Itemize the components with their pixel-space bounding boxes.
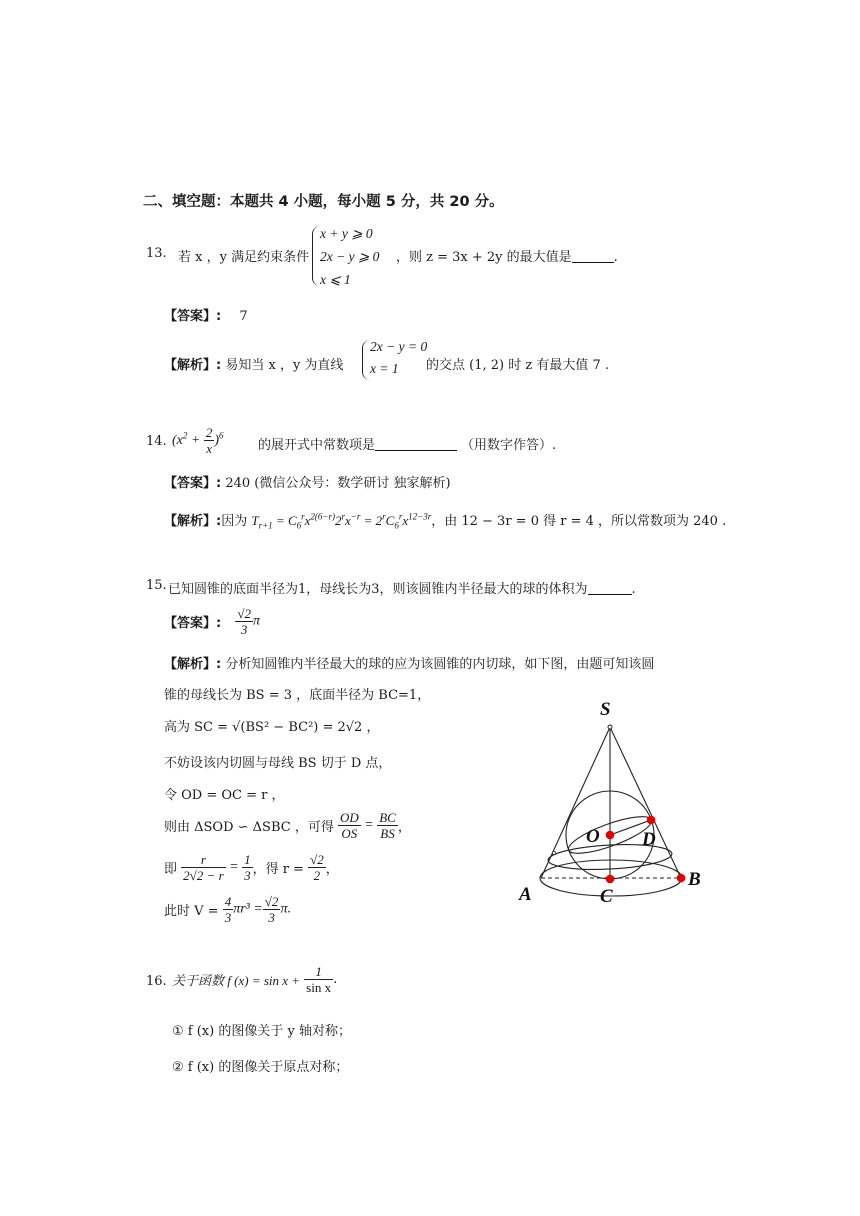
q15-answer-label: 【答案】:: [164, 616, 222, 631]
q15-analysis-label: 【解析】:: [164, 657, 222, 672]
label-b: B: [688, 869, 701, 890]
q16-number: 16.: [146, 974, 167, 989]
q13-analysis-lines: [370, 336, 427, 380]
q13-analysis-suffix: 的交点 (1, 2) 时 z 有最大值 7 .: [426, 358, 609, 373]
q15-line8-suffix: π.: [280, 901, 291, 917]
q16-stem: [172, 964, 337, 995]
q13-analysis-label: 【解析】:: [164, 358, 222, 373]
q13-analysis-line-1: 2x − y = 0: [370, 339, 428, 354]
apex-dot: [608, 725, 612, 729]
q15-analysis-line-2: 锥的母线长为 BS = 3 ，底面半径为 BC=1，: [164, 688, 431, 703]
label-d: D: [642, 829, 656, 850]
cone-edge-sa: [541, 727, 610, 878]
q15-line7-frac-2: $\frac{1}{3}$: [244, 852, 251, 883]
q15-analysis-line-6: 则由 ΔSOD ∽ ΔSBC ，可得 $\frac{OD}{OS}$ = $\frac{BC}{BS}$ ，: [164, 810, 411, 841]
q14-stem-text: 的展开式中常数项是: [258, 438, 376, 453]
q13-constraints: [320, 222, 379, 291]
label-s: S: [600, 699, 611, 720]
q15-line7-mid: ，得 r =: [252, 862, 304, 877]
cone-figure: [510, 695, 750, 925]
q13-suffix: ，则 z = 3x + 2y 的最大值是 .: [396, 250, 618, 265]
q15-line8-frac-2: $\frac{√2}{3}$: [264, 894, 279, 925]
q15-number: 15.: [146, 578, 167, 593]
section-title: 二、填空题：本题共 4 小题，每小题 5 分，共 20 分。: [143, 194, 504, 210]
cone-edge-sb: [610, 727, 681, 878]
q13-prefix: 若 x ，y 满足约束条件: [178, 250, 310, 265]
q15-answer-fraction: $\frac{√2}{3}$: [237, 606, 251, 637]
q15-line7-frac-3: $\frac{√2}{2}$: [310, 852, 324, 883]
q15-analysis-line-5: 令 OD = OC = r ，: [164, 788, 285, 803]
q14-analysis-prefix: 因为: [221, 514, 248, 529]
point-d: [647, 816, 656, 825]
point-b: [677, 874, 686, 883]
q13-constraint-3: x ⩽ 1: [320, 272, 351, 287]
q16-item-1: ① f (x) 的图像关于 y 轴对称；: [172, 1024, 351, 1039]
q13-analysis-prefix: [164, 354, 343, 373]
q14-answer-label: 【答案】:: [164, 476, 222, 491]
q13-answer-label: 【答案】:: [164, 309, 222, 324]
q13-answer-blank: [572, 248, 614, 263]
q13-analysis-prefix-text: 易知当 x ，y 为直线: [225, 358, 344, 373]
q13-constraint-2: 2x − y ⩾ 0: [320, 249, 380, 264]
label-o: O: [586, 826, 600, 847]
q15-line6-prefix: 则由 ΔSOD ∽ ΔSBC ，可得: [164, 820, 334, 835]
q14-answer-value: 240 (微信公众号：数学研讨 独家解析): [225, 476, 451, 491]
q14-analysis-suffix: ，由 12 − 3r = 0 得 r = 4 ，所以常数项为 240 .: [431, 514, 727, 529]
q15-line8-prefix: 此时 V =: [164, 904, 219, 919]
q13-analysis-line-2: x = 1: [370, 361, 399, 376]
q15-analysis-text-1: 分析知圆锥内半径最大的球的应为该圆锥的内切球，如下图，由题可知该圆: [225, 657, 655, 672]
q15-line6-frac-1: $\frac{OD}{OS}$: [339, 810, 359, 841]
q15-line8-frac-1: $\frac{4}{3}$: [224, 894, 232, 925]
point-c: [606, 875, 615, 884]
q15-stem-text: 已知圆锥的底面半径为1，母线长为3，则该圆锥内半径最大的球的体积为: [168, 582, 588, 597]
q13-answer-value: 7: [239, 309, 248, 324]
q16-stem-prefix: 关于函数 f (x) = sin x +: [172, 973, 301, 988]
q15-stem: 已知圆锥的底面半径为1，母线长为3，则该圆锥内半径最大的球的体积为 .: [168, 582, 636, 597]
q15-analysis-line-7: 即 $\frac{r}{2√2 - r}$ = $\frac{1}{3}$ ，得 r = $\frac{√2}{2}$ ，: [164, 852, 339, 883]
q14-note: （用数字作答）.: [461, 438, 557, 453]
q14-expression: ($x^2$ + $\frac{2}{x}$ )$^6$: [172, 425, 224, 456]
q14-answer: [164, 472, 451, 491]
q14-stem: [258, 434, 556, 453]
q13-number: 13.: [146, 246, 167, 261]
q16-stem-suffix: .: [333, 972, 338, 987]
q14-analysis-label: 【解析】:: [164, 514, 222, 529]
q13-suffix-text: ，则 z = 3x + 2y 的最大值是: [396, 250, 572, 265]
label-c: C: [600, 886, 613, 907]
q15-line6-frac-2: $\frac{BC}{BS}$: [379, 810, 396, 841]
q15-analysis-line-1: [164, 653, 654, 672]
q14-analysis: [164, 510, 726, 531]
q15-analysis-line-4: 不妨设该内切圆与母线 BS 切于 D 点，: [164, 756, 392, 771]
q15-line8-mid: πr³ =: [233, 901, 263, 917]
label-a: A: [519, 884, 532, 905]
point-o: [606, 831, 615, 840]
q14-analysis-formula: $T_{r+1} = C_6^rx^{2(6-r)}2^rx^{-r} = 2^rC_6^rx^{12-3r}$: [251, 511, 432, 531]
tangent-dot-left: [552, 851, 555, 854]
q13-constraint-1: x + y ⩾ 0: [320, 226, 373, 241]
q14-fraction: $\frac{2}{x}$: [205, 425, 213, 456]
q15-answer-blank: [588, 580, 632, 595]
q15-line7-prefix: 即: [164, 862, 178, 877]
q15-line7-frac-1: $\frac{r}{2√2 - r}$: [183, 852, 224, 883]
q13-answer: [164, 305, 248, 324]
q14-number: 14.: [146, 434, 167, 449]
q16-fraction: $\frac{1}{\text{sin x}}$: [306, 964, 332, 995]
q14-answer-blank: [375, 436, 457, 451]
q16-item-2: ② f (x) 的图像关于原点对称；: [172, 1060, 349, 1075]
q15-analysis-line-3: 高为 SC = √(BS² − BC²) = 2√2 ，: [164, 720, 380, 735]
q15-answer-pi: π: [252, 613, 260, 629]
q15-answer: [164, 606, 260, 637]
q15-analysis-line-8: [164, 894, 291, 925]
